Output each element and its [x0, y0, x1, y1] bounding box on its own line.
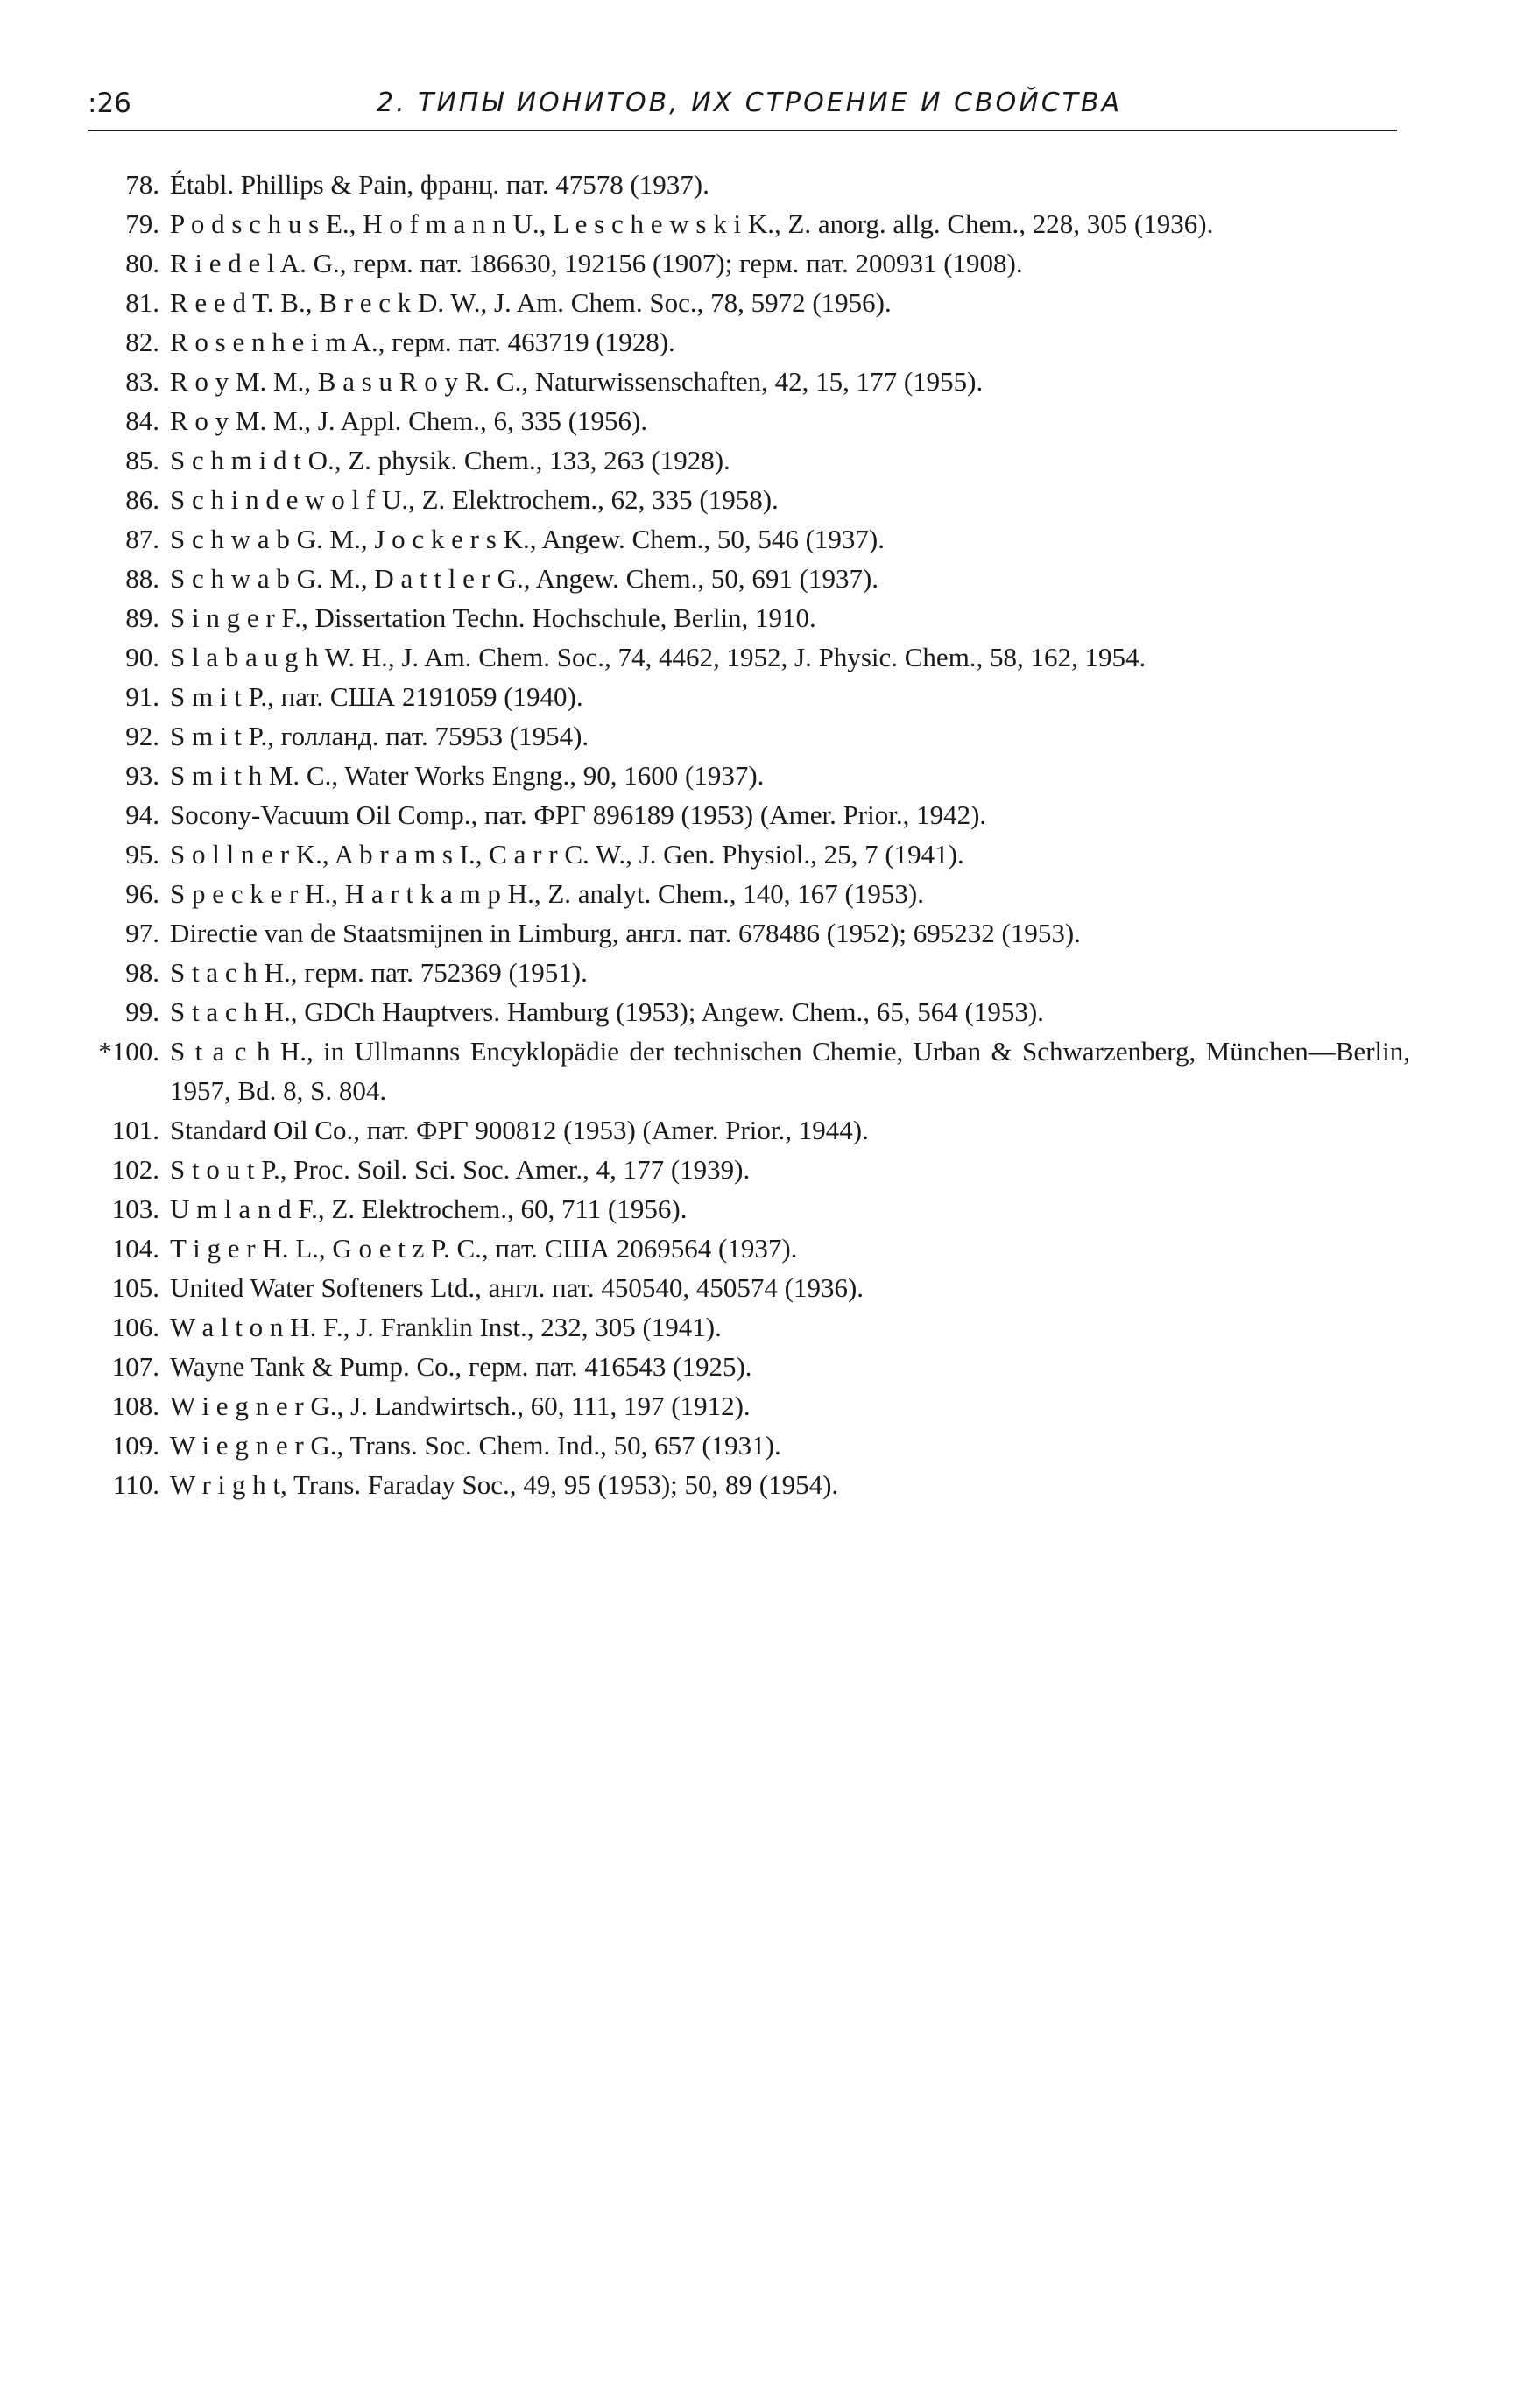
reference-item: [88, 834, 1410, 874]
reference-number: 105.: [111, 1272, 159, 1303]
reference-number: 103.: [111, 1193, 159, 1224]
reference-item: [88, 243, 1410, 283]
reference-number: 94.: [125, 799, 159, 830]
reference-text: Établ. Phillips & Pain, франц. пат. 47578 (1937).: [170, 169, 709, 200]
reference-text: R i e d e l A. G., герм. пат. 186630, 192156 (1907); герм. пат. 200931 (1908).: [170, 248, 1023, 278]
page-header: [88, 81, 1397, 128]
reference-number: 98.: [125, 957, 159, 988]
reference-text: R o y M. M., J. Appl. Chem., 6, 335 (1956).: [170, 405, 648, 436]
reference-item: [88, 480, 1410, 519]
reference-text: S t a c h H., GDCh Hauptvers. Hamburg (1953); Angew. Chem., 65, 564 (1953).: [170, 996, 1044, 1027]
reference-item: [88, 677, 1410, 716]
reference-item: [88, 795, 1410, 834]
reference-item: [88, 992, 1410, 1031]
reference-number: 109.: [111, 1430, 159, 1461]
reference-number: 101.: [111, 1115, 159, 1145]
reference-number: *100.: [98, 1036, 159, 1067]
reference-text: S t a c h H., in Ullmanns Encyklopädie der technischen Chemie, Urban & Schwarzenberg, München—Berlin, 1957, Bd. 8, S. 804.: [170, 1036, 1410, 1106]
reference-number: 106.: [111, 1312, 159, 1342]
reference-text: S l a b a u g h W. H., J. Am. Chem. Soc., 74, 4462, 1952, J. Physic. Chem., 58, 162, 1954.: [170, 642, 1147, 672]
reference-item: [88, 598, 1410, 637]
reference-text: S c h i n d e w o l f U., Z. Elektrochem., 62, 335 (1958).: [170, 484, 779, 515]
reference-number: 87.: [125, 524, 159, 554]
reference-item: [88, 283, 1410, 322]
reference-number: 85.: [125, 445, 159, 475]
reference-text: W i e g n e r G., J. Landwirtsch., 60, 111, 197 (1912).: [170, 1391, 751, 1421]
reference-item: [88, 204, 1410, 243]
reference-number: 95.: [125, 839, 159, 870]
reference-number: 81.: [125, 287, 159, 318]
reference-item: [88, 953, 1410, 992]
reference-number: 107.: [111, 1351, 159, 1382]
reference-text: Directie van de Staatsmijnen in Limburg, англ. пат. 678486 (1952); 695232 (1953).: [170, 918, 1081, 948]
reference-number: 88.: [125, 563, 159, 594]
header-rule: [88, 130, 1397, 131]
reference-item: [88, 716, 1410, 756]
reference-number: 97.: [125, 918, 159, 948]
running-title: 2. ТИПЫ ИОНИТОВ, ИХ СТРОЕНИЕ И СВОЙСТВА: [377, 88, 1123, 118]
reference-text: W i e g n e r G., Trans. Soc. Chem. Ind., 50, 657 (1931).: [170, 1430, 781, 1461]
reference-item: [88, 1386, 1410, 1426]
reference-item: [88, 559, 1410, 598]
reference-text: Socony-Vacuum Oil Comp., пат. ФРГ 896189 (1953) (Amer. Prior., 1942).: [170, 799, 987, 830]
reference-text: S m i t h M. C., Water Works Engng., 90, 1600 (1937).: [170, 760, 765, 791]
reference-item: [88, 1031, 1410, 1110]
reference-number: 96.: [125, 878, 159, 909]
reference-number: 91.: [125, 681, 159, 712]
reference-number: 79.: [125, 208, 159, 239]
reference-number: 84.: [125, 405, 159, 436]
reference-number: 90.: [125, 642, 159, 672]
reference-text: S c h w a b G. M., J o c k e r s K., Angew. Chem., 50, 546 (1937).: [170, 524, 885, 554]
reference-text: S i n g e r F., Dissertation Techn. Hochschule, Berlin, 1910.: [170, 602, 816, 633]
reference-text: U m l a n d F., Z. Elektrochem., 60, 711 (1956).: [170, 1193, 688, 1224]
reference-item: [88, 322, 1410, 362]
reference-text: S t o u t P., Proc. Soil. Sci. Soc. Amer., 4, 177 (1939).: [170, 1154, 751, 1185]
reference-item: [88, 401, 1410, 440]
reference-text: S t a c h H., герм. пат. 752369 (1951).: [170, 957, 588, 988]
reference-text: W r i g h t, Trans. Faraday Soc., 49, 95 (1953); 50, 89 (1954).: [170, 1469, 839, 1500]
reference-item: [88, 1110, 1410, 1150]
reference-text: R o s e n h e i m A., герм. пат. 463719 (1928).: [170, 327, 675, 357]
reference-item: [88, 1189, 1410, 1229]
reference-item: [88, 1150, 1410, 1189]
reference-text: United Water Softeners Ltd., англ. пат. 450540, 450574 (1936).: [170, 1272, 864, 1303]
reference-text: S c h w a b G. M., D a t t l e r G., Angew. Chem., 50, 691 (1937).: [170, 563, 879, 594]
reference-text: S p e c k e r H., H a r t k a m p H., Z. analyt. Chem., 140, 167 (1953).: [170, 878, 924, 909]
reference-text: P o d s c h u s E., H o f m a n n U., L e s c h e w s k i K., Z. anorg. allg. Chem., 228, 305 (1936).: [170, 208, 1214, 239]
reference-text: Wayne Tank & Pump. Co., герм. пат. 416543 (1925).: [170, 1351, 752, 1382]
reference-number: 86.: [125, 484, 159, 515]
reference-number: 92.: [125, 721, 159, 751]
reference-text: R e e d T. B., B r e c k D. W., J. Am. Chem. Soc., 78, 5972 (1956).: [170, 287, 892, 318]
reference-text: S o l l n e r K., A b r a m s I., C a r r C. W., J. Gen. Physiol., 25, 7 (1941).: [170, 839, 964, 870]
reference-item: [88, 362, 1410, 401]
reference-number: 80.: [125, 248, 159, 278]
reference-text: Standard Oil Co., пат. ФРГ 900812 (1953) (Amer. Prior., 1944).: [170, 1115, 869, 1145]
reference-item: [88, 637, 1410, 677]
reference-number: 78.: [125, 169, 159, 200]
reference-text: S m i t P., голланд. пат. 75953 (1954).: [170, 721, 589, 751]
reference-text: R o y M. M., B a s u R o y R. C., Naturwissenschaften, 42, 15, 177 (1955).: [170, 366, 984, 397]
reference-list: [88, 165, 1410, 1504]
reference-item: [88, 519, 1410, 559]
reference-item: [88, 440, 1410, 480]
reference-text: T i g e r H. L., G o e t z P. C., пат. США 2069564 (1937).: [170, 1233, 798, 1264]
reference-item: [88, 1229, 1410, 1268]
reference-item: [88, 874, 1410, 913]
reference-number: 104.: [111, 1233, 159, 1264]
reference-number: 89.: [125, 602, 159, 633]
reference-number: 110.: [112, 1469, 159, 1500]
reference-number: 82.: [125, 327, 159, 357]
reference-item: [88, 1307, 1410, 1347]
reference-item: [88, 1465, 1410, 1504]
reference-item: [88, 1426, 1410, 1465]
page-number: :26: [88, 88, 131, 119]
reference-item: [88, 1268, 1410, 1307]
reference-item: [88, 1347, 1410, 1386]
reference-text: S c h m i d t O., Z. physik. Chem., 133, 263 (1928).: [170, 445, 730, 475]
reference-number: 93.: [125, 760, 159, 791]
reference-number: 83.: [125, 366, 159, 397]
reference-number: 99.: [125, 996, 159, 1027]
reference-text: W a l t o n H. F., J. Franklin Inst., 232, 305 (1941).: [170, 1312, 722, 1342]
reference-item: [88, 165, 1410, 204]
reference-item: [88, 913, 1410, 953]
reference-text: S m i t P., пат. США 2191059 (1940).: [170, 681, 583, 712]
reference-item: [88, 756, 1410, 795]
reference-number: 102.: [111, 1154, 159, 1185]
reference-number: 108.: [111, 1391, 159, 1421]
